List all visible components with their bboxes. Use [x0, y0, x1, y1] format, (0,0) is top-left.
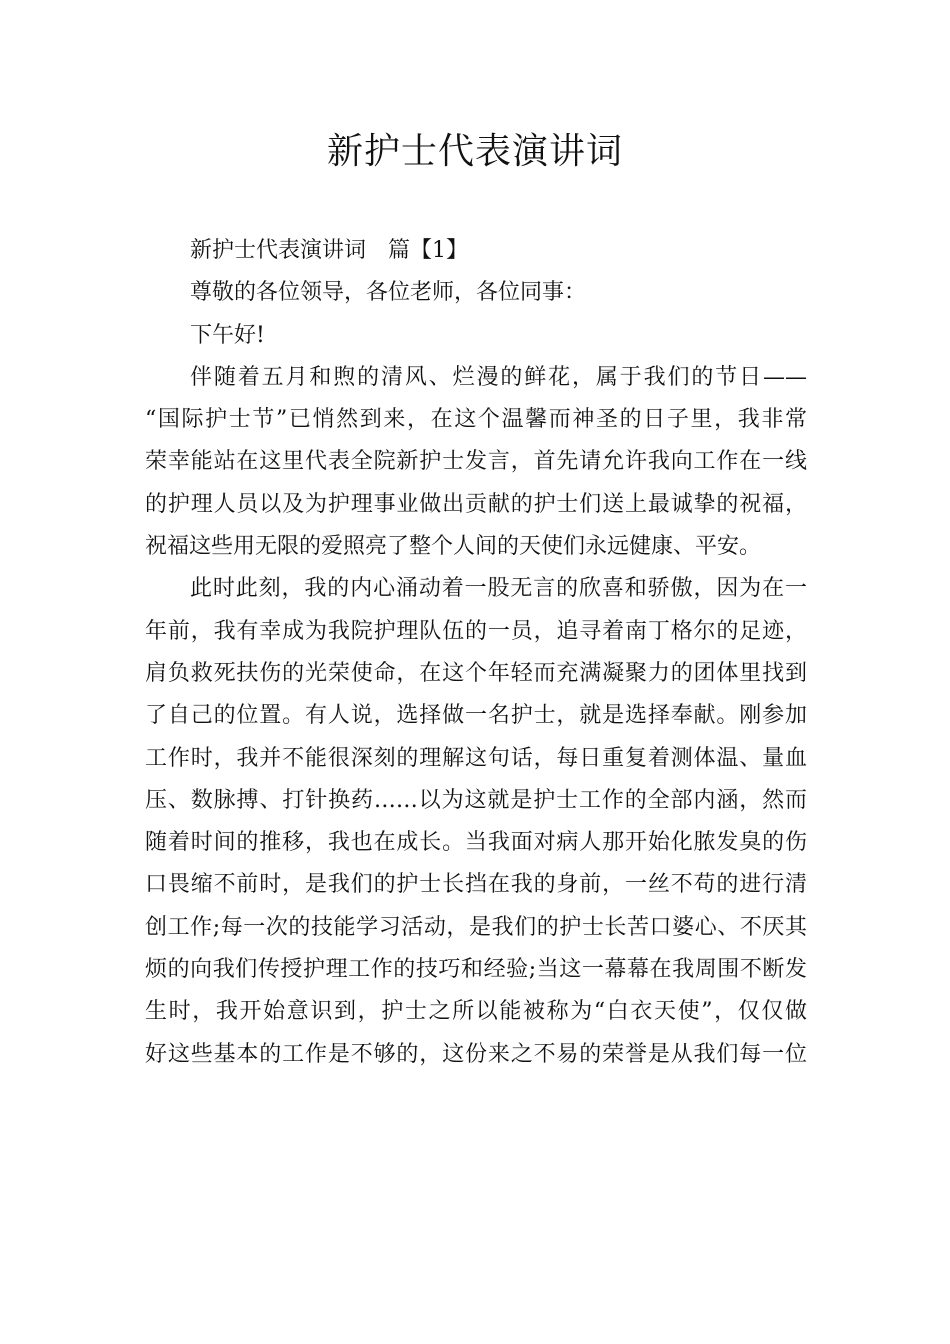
- paragraph-line: 工作时，我并不能很深刻的理解这句话，每日重复着测体温、量血: [145, 745, 807, 771]
- paragraph-line: 压、数脉搏、打针换药……以为这就是护士工作的全部内涵，然而: [145, 787, 807, 813]
- paragraph-line: 了自己的位置。有人说，选择做一名护士，就是选择奉献。刚参加: [145, 703, 807, 729]
- paragraph-line: 祝福这些用无限的爱照亮了整个人间的天使们永远健康、平安。: [145, 534, 762, 560]
- paragraph-line: 的护理人员以及为护理事业做出贡献的护士们送上最诚挚的祝福，: [145, 491, 807, 517]
- paragraph-line: 此时此刻，我的内心涌动着一股无言的欣喜和骄傲，因为在一: [190, 576, 807, 602]
- document-title: 新护士代表演讲词: [326, 131, 623, 172]
- paragraph-line: 年前，我有幸成为我院护理队伍的一员，追寻着南丁格尔的足迹，: [145, 618, 807, 644]
- paragraph-line: 荣幸能站在这里代表全院新护士发言，首先请允许我向工作在一线: [145, 449, 807, 475]
- paragraph-line: 生时，我开始意识到，护士之所以能被称为“白衣天使”，仅仅做: [145, 999, 807, 1025]
- paragraph-line: 口畏缩不前时，是我们的护士长挡在我的身前，一丝不苟的进行清: [145, 872, 807, 898]
- paragraph-line: 好这些基本的工作是不够的，这份来之不易的荣誉是从我们每一位: [145, 1041, 807, 1067]
- document-body: [145, 230, 807, 1076]
- salutation: 尊敬的各位领导，各位老师，各位同事：: [190, 280, 587, 306]
- paragraph-line: 伴随着五月和煦的清风、烂漫的鲜花，属于我们的节日——: [190, 364, 807, 390]
- greeting: 下午好!: [190, 322, 265, 348]
- paragraph-line: 肩负救死扶伤的光荣使命，在这个年轻而充满凝聚力的团体里找到: [145, 660, 807, 686]
- paragraph-line: 烦的向我们传授护理工作的技巧和经验;当这一幕幕在我周围不断发: [145, 957, 807, 983]
- paragraph-line: 创工作;每一次的技能学习活动，是我们的护士长苦口婆心、不厌其: [145, 914, 807, 940]
- paragraph-line: “国际护士节”已悄然到来，在这个温馨而神圣的日子里，我非常: [145, 407, 807, 433]
- section-heading: 新护士代表演讲词 篇【1】: [190, 238, 468, 263]
- paragraph-line: 随着时间的推移，我也在成长。当我面对病人那开始化脓发臭的伤: [145, 830, 807, 856]
